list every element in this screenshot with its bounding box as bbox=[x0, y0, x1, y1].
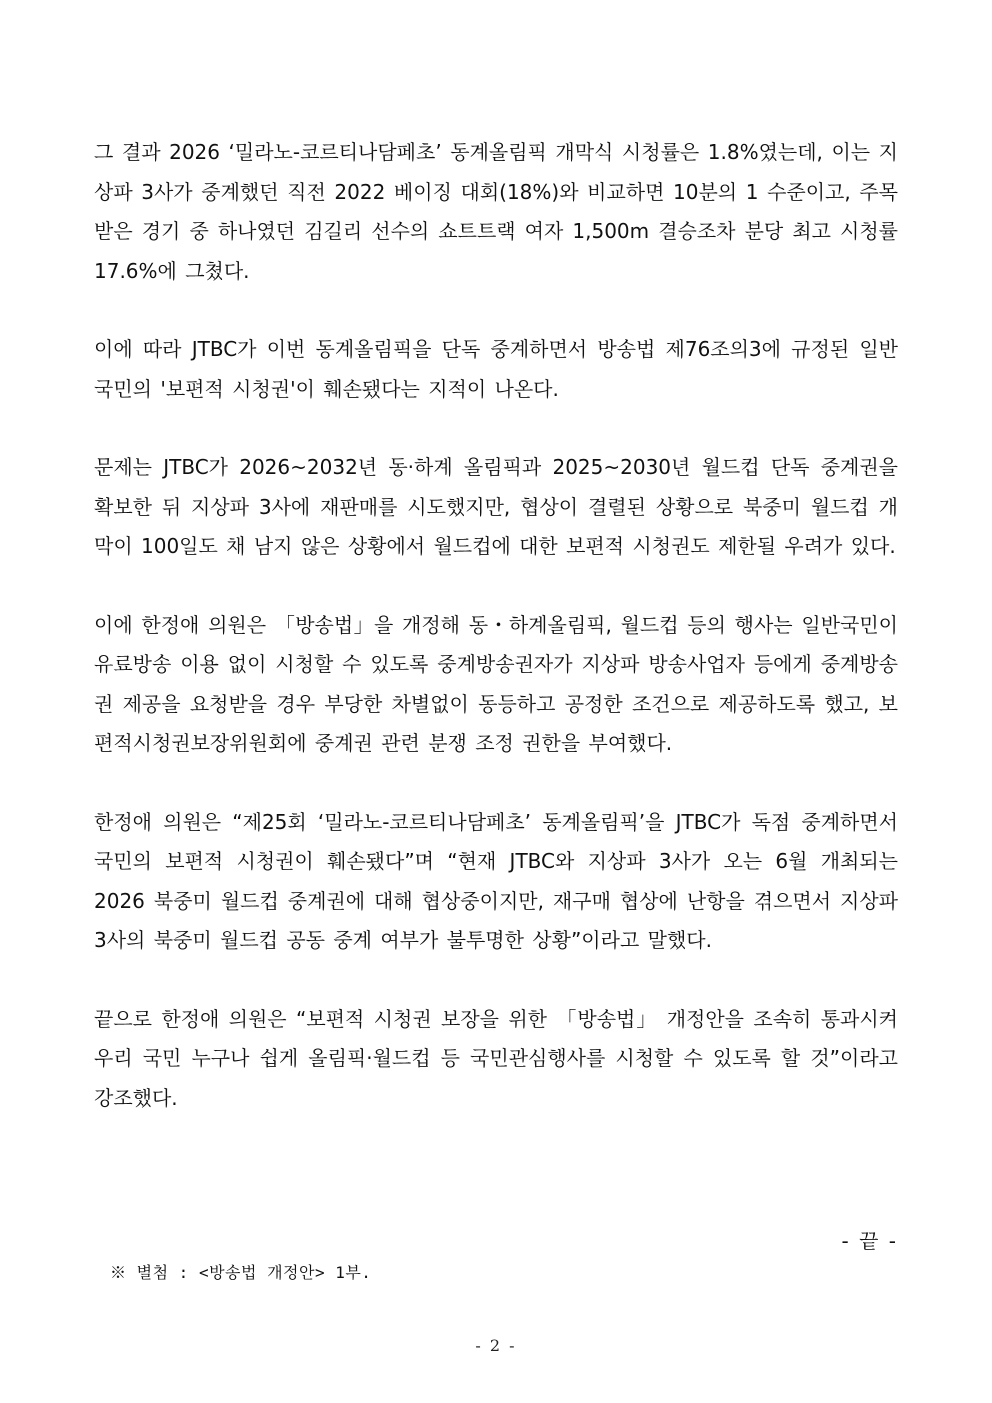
attachment-note: ※ 별첨 : <방송법 개정안> 1부. bbox=[110, 1263, 372, 1282]
document-body bbox=[94, 133, 898, 1118]
paragraph-gap bbox=[94, 961, 898, 1000]
end-mark: - 끝 - bbox=[841, 1229, 898, 1253]
paragraph-closing: 끝으로 한정애 의원은 “보편적 시청권 보장을 위한 「방송법」 개정안을 조속히 통과시켜 우리 국민 누구나 쉽게 올림픽·월드컵 등 국민관심행사를 시청할 수 있도록 할 것”이라고 강조했다. bbox=[94, 1006, 898, 1110]
paragraph-problem: 문제는 JTBC가 2026~2032년 동·하계 올림픽과 2025~2030년 월드컵 단독 중계권을 확보한 뒤 지상파 3사에 재판매를 시도했지만, 협상이 결렬된 상황으로 북중미 월드컵 개막이 100일도 채 남지 않은 상황에서 월드컵에 대한 보편적 시청권도 제한될 우려가 있다. bbox=[94, 455, 898, 558]
paragraph-amendment: 이에 한정애 의원은 「방송법」을 개정해 동・하계올림픽, 월드컵 등의 행사는 일반국민이 유료방송 이용 없이 시청할 수 있도록 중계방송권자가 지상파 방송사업자 등에게 중계방송권 제공을 요청받을 경우 부당한 차별없이 동등하고 공정한 조건으로 제공하도록 했고, 보편적시청권보장위원회에 중계권 관련 분쟁 조정 권한을 부여했다. bbox=[94, 612, 898, 755]
page-number: - 2 - bbox=[475, 1336, 517, 1355]
paragraph-gap bbox=[94, 567, 898, 606]
paragraph-viewing-rights: 이에 따라 JTBC가 이번 동계올림픽을 단독 중계하면서 방송법 제76조의3에 규정된 일반국민의 '보편적 시청권'이 훼손됐다는 지적이 나온다. bbox=[94, 337, 898, 401]
paragraph-gap bbox=[94, 409, 898, 448]
paragraph-quote: 한정애 의원은 “제25회 ‘밀라노-코르티나담페초’ 동계올림픽’을 JTBC가 독점 중계하면서 국민의 보편적 시청권이 훼손됐다”며 “현재 JTBC와 지상파 3사가 오는 6월 개최되는 2026 북중미 월드컵 중계권에 대해 협상중이지만, 재구매 협상에 난항을 겪으면서 지상파 3사의 북중미 월드컵 공동 중계 여부가 불투명한 상황”이라고 말했다. bbox=[94, 809, 898, 952]
paragraph-ratings: 그 결과 2026 ‘밀라노-코르티나담페초’ 동계올림픽 개막식 시청률은 1.8%였는데, 이는 지상파 3사가 중계했던 직전 2022 베이징 대회(18%)와 비교하면 10분의 1 수준이고, 주목받은 경기 중 하나였던 김길리 선수의 쇼트트랙 여자 1,500m 결승조차 분당 최고 시청률 17.6%에 그쳤다. bbox=[94, 140, 898, 283]
paragraph-gap bbox=[94, 764, 898, 803]
paragraph-gap bbox=[94, 291, 898, 330]
